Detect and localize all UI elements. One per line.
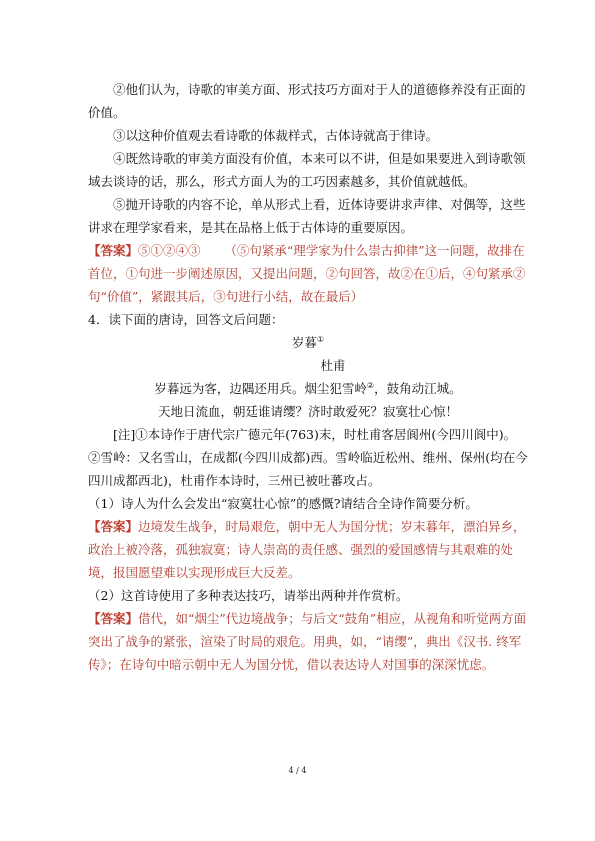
poem-title-text: 岁暮 <box>291 335 317 350</box>
paragraph-3: ③以这种价值观去看诗歌的体裁样式，古体诗就高于律诗。 <box>113 128 439 143</box>
answer-1-order: ⑤①②④③ <box>138 243 201 258</box>
poem-line-1 <box>88 377 528 400</box>
poem-line-2: 天地日流血，朝廷谁请缨？济时敢爱死？寂寞壮心惊！ <box>157 404 458 419</box>
paragraph-4: ④既然诗歌的审美方面没有价值，本来可以不讲，但是如果要进入到诗歌领域去谈诗的话，那么，形式方面人为的工巧因素越多，其价值就越低。 <box>88 151 526 189</box>
poem-line-1b: ，鼓角动江城。 <box>374 381 462 396</box>
answer-1-explanation: （⑤句紧承“理学家为什么崇古抑律”这一问题，故排在首位，①句进一步阐述原因，又提出问题，②句回答，故②在①后，④句紧承②句“价值”，紧跟其后，③句进行小结，故在最后） <box>88 243 526 304</box>
poem-title <box>88 331 528 354</box>
answer-label: 【答案】 <box>88 243 139 258</box>
poem-author: 杜甫 <box>320 358 346 373</box>
paragraph-5: ⑤抛开诗歌的内容不论，单从形式上看，近体诗要讲求声律、对偶等，这些讲求在理学家看来，是其在品格上低于古体诗的重要原因。 <box>88 197 526 235</box>
sub-answer-1-text: 边境发生战争，时局艰危，朝中无人为国分忧；岁末暮年，漂泊异乡，政治上被冷落，孤独寂寞；诗人崇高的责任感、强烈的爱国感情与其艰难的处境，报国愿望难以实现形成巨大反差。 <box>88 519 526 580</box>
sub-question-1: （1）诗人为什么会发出“寂寞壮心惊”的感慨?请结合全诗作简要分析。 <box>88 496 478 511</box>
page-content <box>88 78 528 676</box>
poem-line-1-mark: ② <box>366 380 375 390</box>
page-number: 4 / 4 <box>288 766 307 775</box>
answer-label: 【答案】 <box>88 611 139 626</box>
question-4: 4．读下面的唐诗，回答文后问题： <box>88 312 284 327</box>
poem-note: [注]①本诗作于唐代宗广德元年(763)末，时杜甫客居阆州(今四川阆中)。②雪岭：又名雪山，在成都(今四川成都)西。雪岭临近松州、维州、保州(均在今四川成都西北)，杜甫作本诗时，三州已被吐蕃攻占。 <box>88 427 528 488</box>
sub-answer-2 <box>88 607 528 676</box>
answer-1 <box>88 239 528 308</box>
sub-question-2: （2）这首诗使用了多种表达技巧，请举出两种并作赏析。 <box>88 588 409 603</box>
sub-answer-1 <box>88 515 528 584</box>
paragraph-2: ②他们认为，诗歌的审美方面、形式技巧方面对于人的道德修养没有正面的价值。 <box>88 82 526 120</box>
poem-title-mark: ① <box>316 334 325 344</box>
sub-answer-2-text: 借代，如“烟尘”代边境战争；与后文“鼓角”相应，从视角和听觉两方面突出了战争的紧张，渲染了时局的艰危。用典，如，“请缨”，典出《汉书. 终军传》；在诗句中暗示朝中无人为国分忧，借以表达诗人对国事的深深忧虑。 <box>88 611 527 672</box>
answer-label: 【答案】 <box>88 519 139 534</box>
poem-line-1a: 岁暮远为客，边隅还用兵。烟尘犯雪岭 <box>154 381 367 396</box>
